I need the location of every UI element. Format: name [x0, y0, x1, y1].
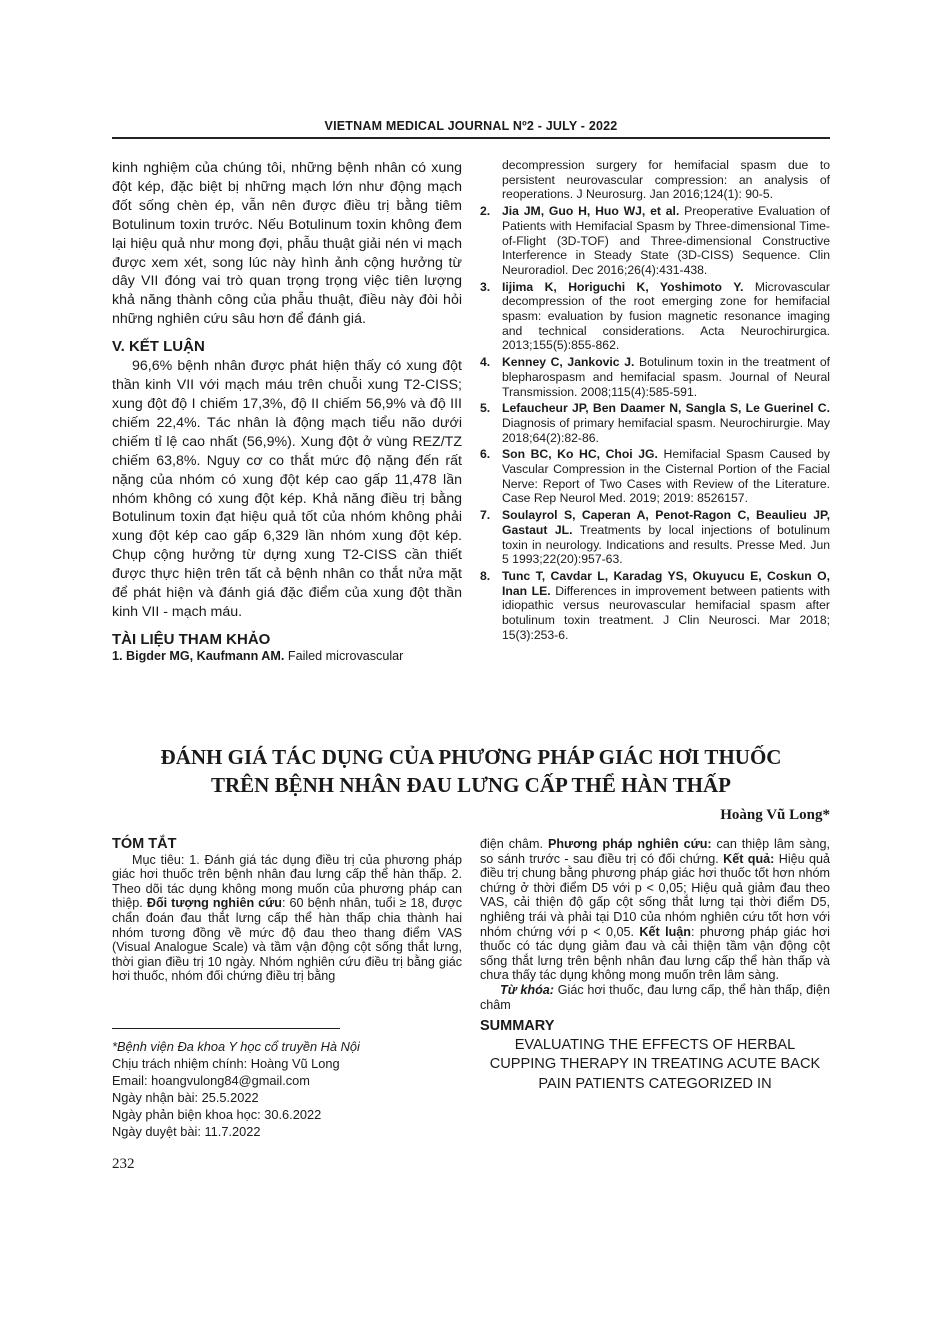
- reference-item: [480, 355, 830, 399]
- journal-header: VIETNAM MEDICAL JOURNAL Nº2 - JULY - 2022: [324, 119, 618, 133]
- footnote-received: Ngày nhận bài: 25.5.2022: [112, 1090, 259, 1105]
- reference-item: [480, 447, 830, 506]
- page-number: 232: [112, 1156, 135, 1172]
- footnote-responsible: Chịu trách nhiệm chính: Hoàng Vũ Long: [112, 1056, 340, 1071]
- summary-heading: SUMMARY: [480, 1018, 555, 1035]
- keywords-label: Từ khóa:: [500, 982, 555, 997]
- reference-item: [480, 569, 830, 643]
- article-title: [112, 743, 830, 799]
- article-title-line-1: ĐÁNH GIÁ TÁC DỤNG CỦA PHƯƠNG PHÁP GIÁC HƠI THUỐC: [160, 745, 782, 769]
- footnote-accepted: Ngày duyệt bài: 11.7.2022: [112, 1124, 261, 1139]
- abstract-paragraph: [112, 853, 462, 984]
- footnote-reviewed: Ngày phản biện khoa học: 30.6.2022: [112, 1107, 322, 1122]
- abstract-left: [112, 837, 462, 984]
- right-column-references: [480, 158, 830, 645]
- reference-number: 4.: [480, 355, 491, 370]
- methods-text: can thiệp lâm sàng, so sánh trước - sau điều trị có đối chứng.: [480, 837, 831, 866]
- reference-authors: Son BC, Ko HC, Choi JG.: [502, 447, 658, 462]
- reference-number: 3.: [480, 279, 491, 294]
- conclusion-text: : phương pháp giác hơi thuốc có tác dụng giảm đau và cải thiện tầm vận động cột sống thắt lưng trên bệnh nhân đau lưng cấp thể hàn thấp và chưa thấy tác dụng không mong muốn trên lâm sàng.: [480, 924, 830, 983]
- reference-text: Hemifacial Spasm Caused by Vascular Compression in the Cisternal Portion of the Facial Nerve: Report of Two Cases with Review of the Literature. Case Rep Neurol Med. 2019; 2019: 8526157.: [502, 447, 830, 506]
- results-label: Kết quả:: [723, 851, 775, 866]
- conclusion-paragraph: 96,6% bệnh nhân được phát hiện thấy có xung đột thần kinh VII với mạch máu trên chuỗi xung T2-CISS; xung đột độ I chiếm 17,3%, độ II chiếm 56,9% và độ III chiếm 22,4%. Tác nhân là động mạch tiểu não dưới chiếm tỉ lệ cao nhất (56,9%). Xung đột ở vùng REZ/TZ chiếm 63,8%. Nguy cơ co thắt mức độ nặng đến rất nặng của nhóm có xung đột kép cao gấp 11,478 lần nhóm không có xung đột kép. Khả năng điều trị bằng Botulinum toxin đạt hiệu quả tốt của nhóm không phải xung đột kép cao gấp 6,329 lần nhóm xung đột kép. Chụp cộng hưởng từ dựng xung T2-CISS cần thiết được thực hiện trên tất cả bệnh nhân co thắt nửa mặt để phát hiện và đánh giá đặc điểm của xung đột thần kinh VII - mạch máu.: [112, 358, 462, 620]
- summary-title: EVALUATING THE EFFECTS OF HERBAL CUPPING THERAPY IN TREATING ACUTE BACK PAIN PATIENTS CATEGORIZED IN: [489, 1036, 821, 1092]
- reference-item: [480, 204, 830, 278]
- objective-text: : 1. Đánh giá tác dụng điều trị của phương pháp giác hơi thuốc trên bệnh nhân đau lưng cấp thể hàn thấp. 2. Theo dõi tác dụng không mong muốn của phương pháp can thiệp.: [112, 852, 462, 911]
- reference-authors: Lefaucheur JP, Ben Daamer N, Sangla S, Le Guerinel C.: [502, 401, 830, 416]
- reference-item: [480, 280, 830, 354]
- reference-1-text: Failed microvascular: [287, 648, 404, 663]
- article-title-line-2: TRÊN BỆNH NHÂN ĐAU LƯNG CẤP THỂ HÀN THẤP: [211, 773, 731, 797]
- reference-authors: Jia JM, Guo H, Huo WJ, et al.: [502, 204, 680, 219]
- reference-item: [480, 508, 830, 567]
- reference-1: [112, 649, 462, 664]
- reference-text: Botulinum toxin in the treatment of blepharospasm and hemifacial spasm. Journal of Neural Transmission. 2008;115(4):585-591.: [502, 355, 830, 399]
- header-rule: [112, 137, 830, 139]
- reference-number: 8.: [480, 568, 491, 583]
- footnote: [112, 1038, 462, 1140]
- conclusion-label: Kết luận: [639, 924, 691, 939]
- reference-1-authors: Bigder MG, Kaufmann AM.: [126, 648, 285, 663]
- methods-label: Phương pháp nghiên cứu:: [547, 837, 712, 851]
- reference-item: [480, 401, 830, 445]
- reference-text: Microvascular decompression of the root emerging zone for hemifacial spasm: evaluation by fusion magnetic resonance imaging and technical considerations. Acta Neurochirurgica. 2013;155(5):855-862.: [502, 279, 830, 353]
- reference-text: Differences in improvement between patients with idiopathic versus neurovascular hemifacial spasm after botulinum toxin treatment. J Clin Neurosci. Mar 2018; 15(3):253-6.: [502, 583, 831, 642]
- reference-authors: Kenney C, Jankovic J.: [502, 355, 635, 370]
- reference-authors: Tunc T, Cavdar L, Karadag YS, Okuyucu E, Coskun O, Inan LE.: [502, 568, 830, 598]
- reference-text: Treatments by local injections of botulinum toxin in neurology. Indications and results. Presse Med. Jun 5 1993;22(20):957-63.: [502, 522, 830, 567]
- keywords-line: [480, 983, 830, 1012]
- abstract-heading: TÓM TẮT: [112, 836, 177, 852]
- abstract-right: [480, 837, 830, 1094]
- reference-1-number: 1.: [112, 648, 123, 663]
- reference-number: 5.: [480, 401, 491, 416]
- article-author: Hoàng Vũ Long*: [720, 807, 830, 823]
- reference-number: 7.: [480, 508, 491, 523]
- abstract-cont-text: điện châm.: [480, 837, 544, 851]
- reference-1-continued: decompression surgery for hemifacial spasm due to persistent neurovascular compression: an analysis of reoperations. J Neurosurg. Jan 2016;124(1): 90-5.: [502, 158, 830, 202]
- subjects-label: Đối tượng nghiên cứu: [146, 896, 282, 911]
- footnote-email: Email: hoangvulong84@gmail.com: [112, 1073, 310, 1088]
- results-text: Hiệu quả điều trị chung bằng phương pháp giác hơi thuốc tốt hơn nhóm chứng ở thời điểm D5 với p < 0,05; Hiệu quả giảm đau theo VAS, cải thiện độ gấp cột sống thắt lưng tại thời điểm D5, nghiêng trái và phải tại D10 của nhóm nghiên cứu tốt hơn với nhóm chứng với p < 0,05.: [480, 851, 831, 939]
- reference-text: Preoperative Evaluation of Patients with Hemifacial Spasm by Three-dimensional Time-of-Flight (3D-TOF) and Three-dimensional Constructive Interference in Steady State (3D-CISS) Sequence. Clin Neuroradiol. Dec 2016;26(4):431-438.: [502, 204, 830, 277]
- reference-number: 6.: [480, 447, 491, 462]
- reference-authors: Iijima K, Horiguchi K, Yoshimoto Y.: [502, 279, 744, 294]
- subjects-text: : 60 bệnh nhân, tuổi ≥ 18, được chẩn đoán đau thắt lưng cấp thể hàn thấp chia thành hai nhóm tương đồng về mức độ đau theo thang điểm VAS (Visual Analogue Scale) và tầm vận động cột sống thắt lưng, thời gian điều trị 10 ngày. Nhóm nghiên cứu điều trị bằng giác hơi thuốc, nhóm đối chứng điều trị bằng: [112, 896, 463, 984]
- references-heading: TÀI LIỆU THAM KHẢO: [112, 630, 271, 648]
- discussion-paragraph: kinh nghiệm của chúng tôi, những bệnh nhân có xung đột kép, đặc biệt bị những mạch lớn như động mạch đốt sống chèn ép, vẫn nên được điều trị bằng tiêm Botulinum toxin trước. Nếu Botulinum toxin không đem lại hiệu quả như mong đợi, phẫu thuật giải nén vi mạch được xem xét, song lúc này hình ảnh cộng hưởng từ dây VII đóng vai trò quan trọng trọng việc tiên lượng khả năng thành công của phẫu thuật, điều này đòi hỏi những nghiên cứu sâu hơn để đánh giá.: [112, 160, 462, 328]
- keywords-text: Giác hơi thuốc, đau lưng cấp, thể hàn thấp, điện châm: [480, 982, 830, 1012]
- reference-number: 2.: [480, 204, 491, 219]
- objective-label: Mục tiêu: [132, 852, 181, 867]
- conclusion-heading: V. KẾT LUẬN: [112, 338, 205, 356]
- footnote-rule: [112, 1028, 340, 1029]
- abstract-continued: [480, 837, 830, 983]
- reference-text: Diagnosis of primary hemifacial spasm. Neurochirurgie. May 2018;64(2):82-86.: [502, 415, 830, 445]
- left-column: [112, 159, 462, 664]
- reference-list: [480, 204, 830, 642]
- reference-authors: Soulayrol S, Caperan A, Penot-Ragon C, Beaulieu JP, Gastaut JL.: [502, 508, 830, 537]
- footnote-affiliation: *Bệnh viện Đa khoa Y học cổ truyền Hà Nội: [112, 1039, 360, 1054]
